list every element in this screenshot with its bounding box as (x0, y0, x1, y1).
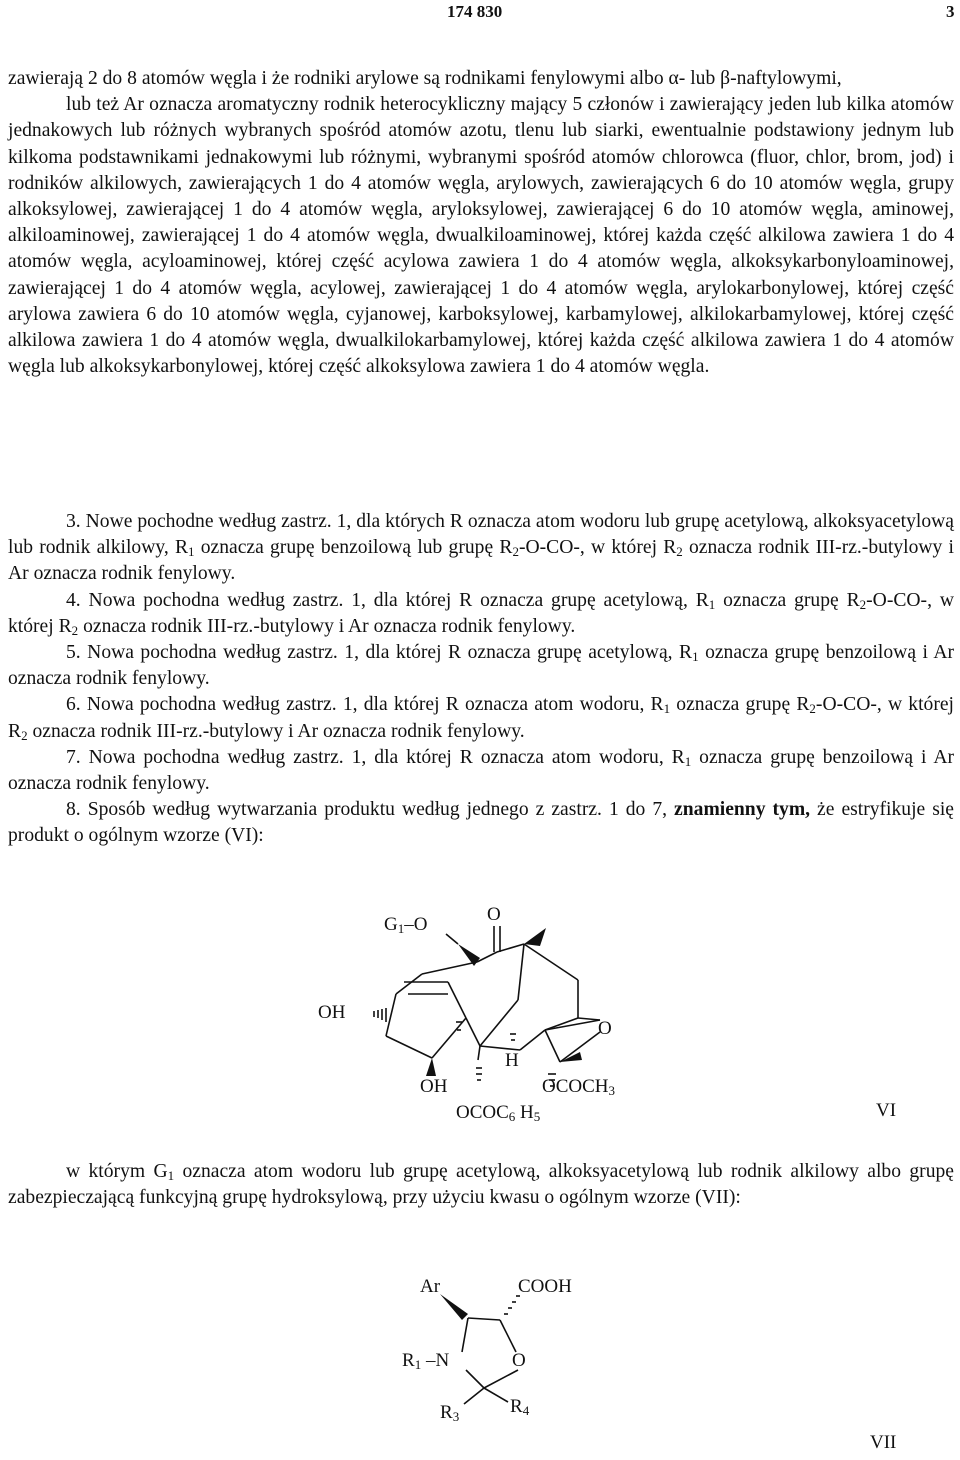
formula-vii-r4 (510, 1396, 529, 1418)
formula-vi-ococ6h5-sub2: 5 (533, 1109, 541, 1124)
page-number: 3 (946, 2, 955, 21)
claim-3-text-d: oznacza rodnik III-rz.-butylowy i Ar oznacza rodnik fenylowy. (8, 537, 954, 585)
formula-vi-ococ6h5-text: OCOC (456, 1102, 509, 1123)
claim-7-text-b: oznacza grupę benzoilową i Ar oznacza rodnik fenylowy. (8, 746, 954, 795)
claim-4-text-a: 4. Nowa pochodna według zastrz. 1, dla której R oznacza grupę acetylową, R (66, 589, 709, 611)
formula-vii-label: VII (870, 1432, 897, 1453)
claim-5-sub-1: 1 (692, 649, 699, 665)
claim-4-sub-3: 2 (71, 622, 79, 638)
claim-6-text-d: oznacza rodnik III-rz.-butylowy i Ar oznacza rodnik fenylowy. (27, 720, 525, 742)
formula-vi-label: VI (876, 1100, 897, 1121)
claim-3-text-a: 3. Nowe pochodne według zastrz. 1, dla których R oznacza atom wodoru lub grupę acetylową, alkoksyacetylową lub rodnik alkilowy, R (8, 511, 954, 559)
formula-vii-r1-n: –N (421, 1350, 450, 1371)
formula-vii-r4-sub: 4 (522, 1403, 530, 1418)
claim-3-text-c: -O-CO-, w której R (518, 537, 677, 559)
formula-vi-h: H (505, 1050, 519, 1071)
claim-6-text-b: oznacza grupę R (670, 694, 810, 716)
formula-vii-cooh: COOH (518, 1276, 572, 1297)
formula-vii-r1 (402, 1350, 449, 1372)
paragraph-heterocyclic: lub też Ar oznacza aromatyczny rodnik heterocykliczny mający 5 członów i zawierający jeden lub kilka atomów jednakowych lub różnych wybranych spośród atomów azotu, tlenu lub siarki, ewentualnie podstawiony jednym lub kilkoma podstawnikami jednakowymi lub różnymi, wybranymi spośród atomów chlorowca (fluor, chlor, brom, jod) i rodników alkilowych, zawierających 1 do 4 atomów węgla, arylowych, zawierających 6 do 10 atomów węgla, grupy alkoksylowej, zawierającej 1 do 4 atomów węgla, aryloksylowej, zawierającej 6 do 10 atomów węgla, aminowej, alkiloaminowej, zawierającej 1 do 4 atomów węgla, dwualkiloaminowej, której każda część alkilowa zawiera 1 do 4 atomów węgla, acyloaminowej, której część acylowa zawiera 1 do 4 atomów węgla, alkoksykarbonyloaminowej, zawierającej 1 do 4 atomów węgla, acylowej, zawierającej 1 do 4 atomów węgla, arylokarbonylowej, której część arylowa zawiera 6 do 10 atomów węgla, cyjanowej, karboksylowej, karbamylowej, alkilokarbamylowej, której część alkilowa zawiera 1 do 4 atomów węgla, dwualkilokarbamylowej, której każda część alkilowa zawiera 1 do 4 atomów węgla lub alkoksykarbonylowej, której część alkoksylowa zawiera 1 do 4 atomów węgla. (8, 94, 954, 378)
formula-vi-ococh3-sub: 3 (608, 1083, 616, 1098)
claim-4-sub-2: 2 (859, 596, 867, 612)
claim-4-text-b: oznacza grupę R (715, 589, 860, 611)
claim-3-text-b: oznacza grupę benzoilową lub grupę R (194, 537, 513, 559)
claim-6-text-a: 6. Nowa pochodna według zastrz. 1, dla której R oznacza atom wodoru, R (66, 694, 664, 716)
g1-text-a: w którym G (66, 1161, 168, 1182)
claim-4-text-d: oznacza rodnik III-rz.-butylowy i Ar oznacza rodnik fenylowy. (78, 615, 576, 637)
formula-vii-r1-text: R (402, 1350, 415, 1371)
claim-8-text-a: 8. Sposób według wytwarzania produktu według jednego z zastrz. 1 do 7, (66, 799, 675, 821)
formula-vii-r4-text: R (510, 1396, 523, 1417)
formula-vi-g1: G (384, 914, 398, 935)
claim-6-sub-2: 2 (809, 701, 816, 717)
formula-vii-r1-sub: 1 (414, 1357, 422, 1372)
formula-vii-o: O (512, 1350, 526, 1371)
formula-vi-g1-o: –O (404, 914, 428, 935)
formula-vii-ar: Ar (420, 1276, 441, 1297)
claim-6-sub-1: 1 (663, 701, 671, 717)
claim-8-text-b: że estryfikuje się produkt o ogólnym wzorze (VI): (8, 799, 955, 847)
formula-vi-o-top: O (487, 904, 501, 925)
formula-vi-ococh3-text: OCOCH (542, 1076, 609, 1097)
paragraph-continuation: zawierają 2 do 8 atomów węgla i że rodniki arylowe są rodnikami fenylowymi albo α- lub β-naftylowymi, (8, 68, 842, 89)
claim-5-text-a: 5. Nowa pochodna według zastrz. 1, dla której R oznacza grupę acetylową, R (66, 642, 693, 664)
claim-8-bold: znamienny tym, (674, 799, 811, 821)
formula-vi-oh-bottom: OH (420, 1076, 448, 1097)
claim-5-text-b: oznacza grupę benzoilową i Ar oznacza rodnik fenylowy. (8, 642, 954, 690)
formula-vii-r3-sub: 3 (452, 1409, 460, 1424)
formula-vi-ococ6h5-sub1: 6 (508, 1109, 516, 1124)
g1-text-b: oznacza atom wodoru lub grupę acetylową, alkoksyacetylową lub rodnik alkilowy albo grupę zabezpieczającą funkcyjną grupę hydroksylową, przy użyciu kwasu o ogólnym wzorze (VII): (8, 1161, 954, 1209)
claim-4-text-c: -O-CO-, w której R (8, 589, 954, 637)
formula-vi-ococ6h5-h: H (515, 1102, 534, 1123)
claim-4-sub-1: 1 (708, 596, 716, 612)
claim-3-sub-2: 2 (512, 544, 519, 560)
formula-vi-oh-left: OH (318, 1002, 346, 1023)
claim-3-sub-3: 2 (676, 544, 683, 560)
formula-vi-g1-sub: 1 (397, 921, 405, 936)
claim-7-sub-1: 1 (684, 753, 692, 769)
formula-vi-o-right: O (598, 1018, 612, 1039)
patent-number: 174 830 (447, 2, 503, 21)
g1-sub: 1 (167, 1168, 175, 1183)
formula-vii-r3 (440, 1402, 459, 1424)
claim-3-sub-1: 1 (188, 544, 195, 560)
claim-6-text-c: -O-CO-, w której R (8, 694, 954, 742)
claim-6-sub-3: 2 (21, 727, 28, 743)
formula-vii-r3-text: R (440, 1402, 453, 1423)
claim-7-text-a: 7. Nowa pochodna według zastrz. 1, dla której R oznacza atom wodoru, R (66, 746, 685, 768)
